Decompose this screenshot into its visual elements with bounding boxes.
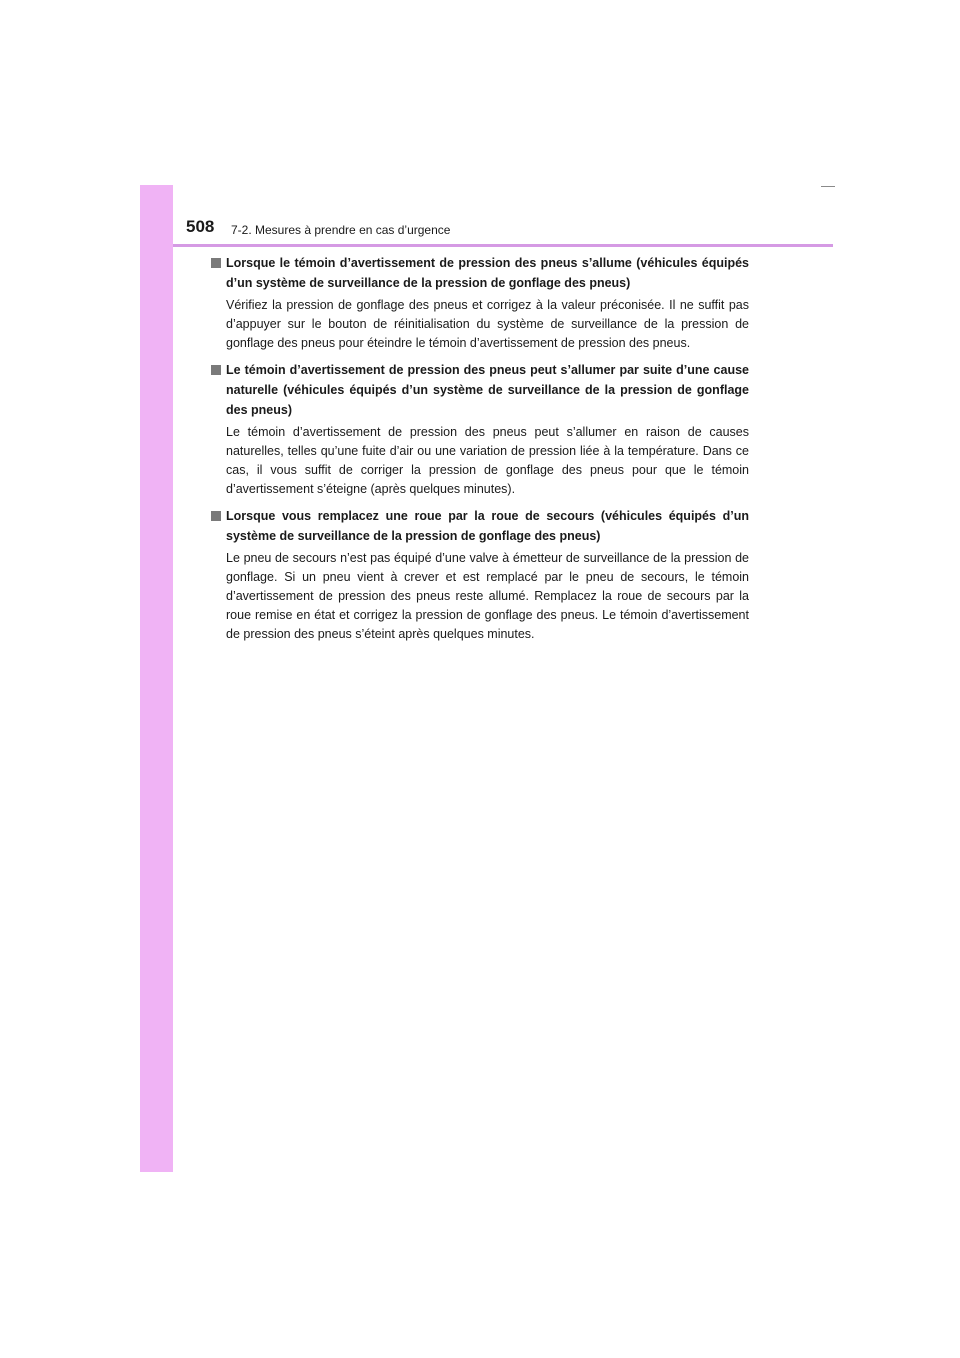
list-item [211,253,749,353]
item-body: Le pneu de secours n’est pas équipé d’une valve à émetteur de surveillance de la pression de gonflage. Si un pneu vient à crever et est remplacé par le pneu de secours, le témoin d’avertissement de pression des pneus reste allumé. Remplacez la roue de secours par la roue remise en état et corrigez la pression de gonflage des pneus. Le témoin d’avertissement de pression des pneus s’éteint après quelques minutes. [226,551,749,641]
item-heading [211,360,749,420]
side-color-band [140,185,173,1172]
corner-mark [821,186,835,187]
page-number: 508 [186,217,215,236]
item-heading-text: Lorsque vous remplacez une roue par la roue de secours (véhicules équipés d’un système de surveillance de la pression de gonflage des pneus) [226,509,749,543]
square-bullet-icon [211,511,221,521]
item-heading [211,253,749,293]
item-heading [211,506,749,546]
item-heading-text: Le témoin d’avertissement de pression des pneus peut s’allumer par suite d’une cause naturelle (véhicules équipés d’un système de surveillance de la pression de gonflage des pneus) [226,363,749,417]
item-body: Vérifiez la pression de gonflage des pneus et corrigez à la valeur préconisée. Il ne suffit pas d’appuyer sur le bouton de réinitialisation du système de surveillance de la pression de gonflage des pneus pour éteindre le témoin d’avertissement de pression des pneus. [226,298,749,350]
square-bullet-icon [211,365,221,375]
item-body: Le témoin d’avertissement de pression des pneus peut s’allumer en raison de causes naturelles, telles qu’une fuite d’air ou une variation de pression liée à la température. Dans ce cas, il vous suffit de corriger la pression de gonflage des pneus pour que le témoin d’avertissement s’éteigne (après quelques minutes). [226,425,749,496]
item-heading-text: Lorsque le témoin d’avertissement de pression des pneus s’allume (véhicules équipés d’un système de surveillance de la pression de gonflage des pneus) [226,256,749,290]
list-item [211,360,749,499]
header-rule [173,244,833,247]
list-item [211,506,749,644]
content [211,253,749,651]
section-title: 7-2. Mesures à prendre en cas d’urgence [231,223,451,237]
square-bullet-icon [211,258,221,268]
